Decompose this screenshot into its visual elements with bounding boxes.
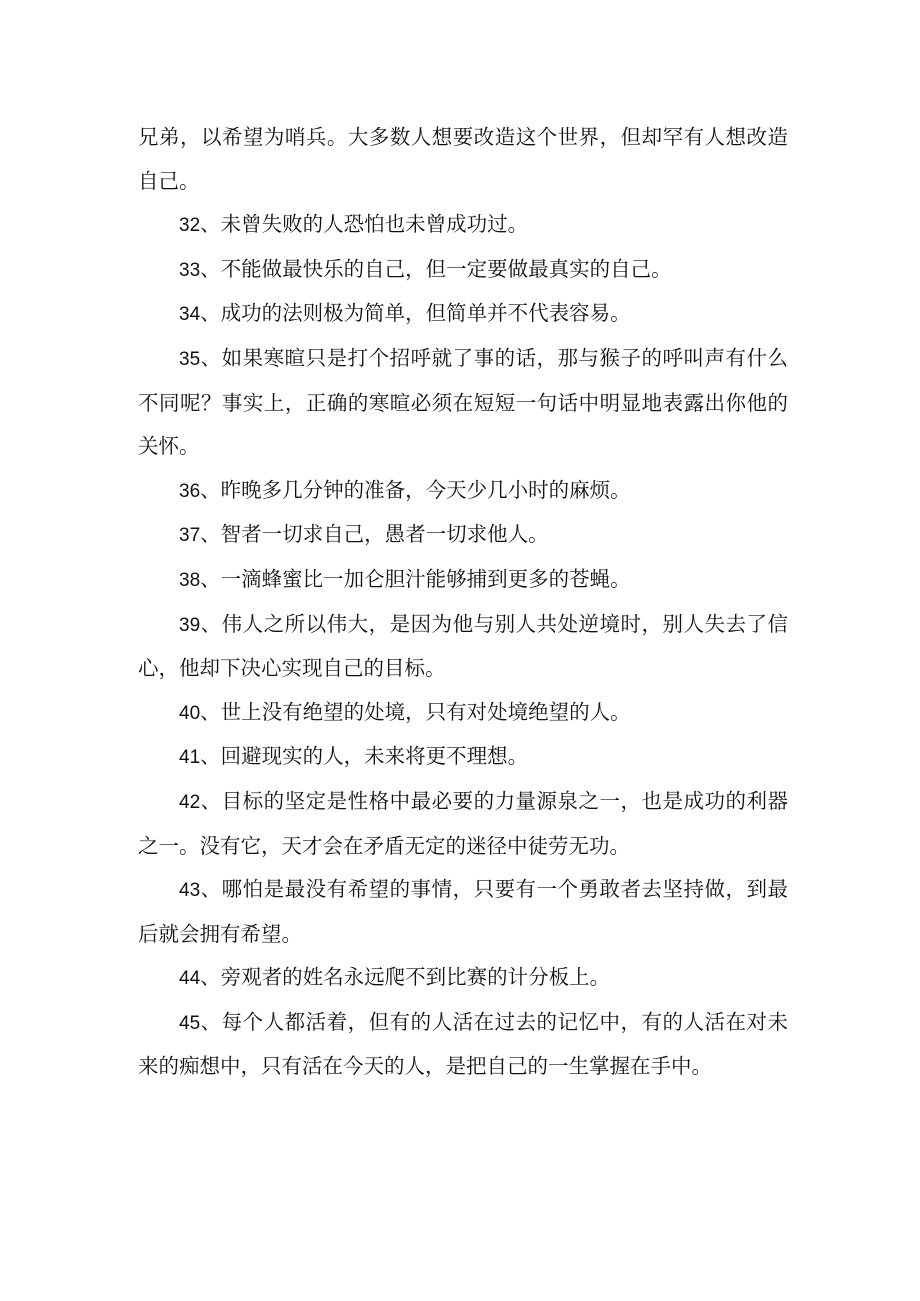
quote-paragraph-41 [138,735,788,780]
quote-text: 、智者一切求自己，愚者一切求他人。 [200,522,549,547]
quote-number: 45 [179,1012,201,1034]
quote-paragraph-45 [138,1001,788,1089]
quote-number: 35 [179,348,201,370]
quote-paragraph-42 [138,780,788,868]
quote-text: 、伟人之所以伟大，是因为他与别人共处逆境时，别人失去了信心，他却下决心实现自己的目标。 [138,611,788,681]
quote-number: 43 [179,880,201,902]
quote-paragraph-33 [138,248,788,293]
quote-number: 38 [179,569,201,591]
quote-number: 36 [179,480,201,502]
quote-paragraph-39 [138,603,788,691]
quote-number: 42 [179,791,201,813]
quote-text: 、未曾失败的人恐怕也未曾成功过。 [200,212,529,237]
quote-paragraph-44 [138,956,788,1001]
quote-number: 33 [179,259,201,281]
quote-paragraph-38 [138,558,788,603]
paragraph-continuation [138,116,788,203]
quote-text: 、每个人都活着，但有的人活在过去的记忆中，有的人活在对未来的痴想中，只有活在今天的人，是把自己的一生掌握在手中。 [138,1009,788,1079]
quote-paragraph-32 [138,203,788,248]
quote-paragraph-40 [138,691,788,736]
quote-text: 、回避现实的人，未来将更不理想。 [200,744,529,769]
quote-paragraph-34 [138,292,788,337]
quote-paragraph-36 [138,469,788,514]
quote-text: 、不能做最快乐的自己，但一定要做最真实的自己。 [200,256,672,281]
quote-number: 39 [179,614,201,636]
quote-number: 34 [179,304,201,326]
document-body [138,116,788,1089]
quote-paragraph-37 [138,513,788,558]
paragraph-text: 兄弟，以希望为哨兵。大多数人想要改造这个世界，但却罕有人想改造自己。 [138,125,788,193]
quote-number: 32 [179,215,201,237]
quote-text: 、如果寒暄只是打个招呼就了事的话，那与猴子的呼叫声有什么不同呢？事实上，正确的寒暄必须在短短一句话中明显地表露出你他的关怀。 [138,345,788,459]
quote-number: 40 [179,702,201,724]
quote-paragraph-35 [138,337,788,469]
quote-text: 、目标的坚定是性格中最必要的力量源泉之一，也是成功的利器之一。没有它，天才会在矛盾无定的迷径中徒劳无功。 [138,788,788,858]
quote-text: 、昨晚多几分钟的准备，今天少几小时的麻烦。 [200,477,631,502]
quote-number: 44 [179,968,201,990]
quote-number: 37 [179,525,201,547]
quote-text: 、世上没有绝望的处境，只有对处境绝望的人。 [200,699,631,724]
quote-paragraph-43 [138,868,788,956]
quote-number: 41 [179,747,201,769]
quote-text: 、成功的法则极为简单，但简单并不代表容易。 [200,301,631,326]
quote-text: 、哪怕是最没有希望的事情，只要有一个勇敢者去坚持做，到最后就会拥有希望。 [138,877,788,946]
quote-text: 、一滴蜂蜜比一加仑胆汁能够捕到更多的苍蝇。 [200,566,631,591]
quote-text: 、旁观者的姓名永远爬不到比赛的计分板上。 [200,965,611,990]
